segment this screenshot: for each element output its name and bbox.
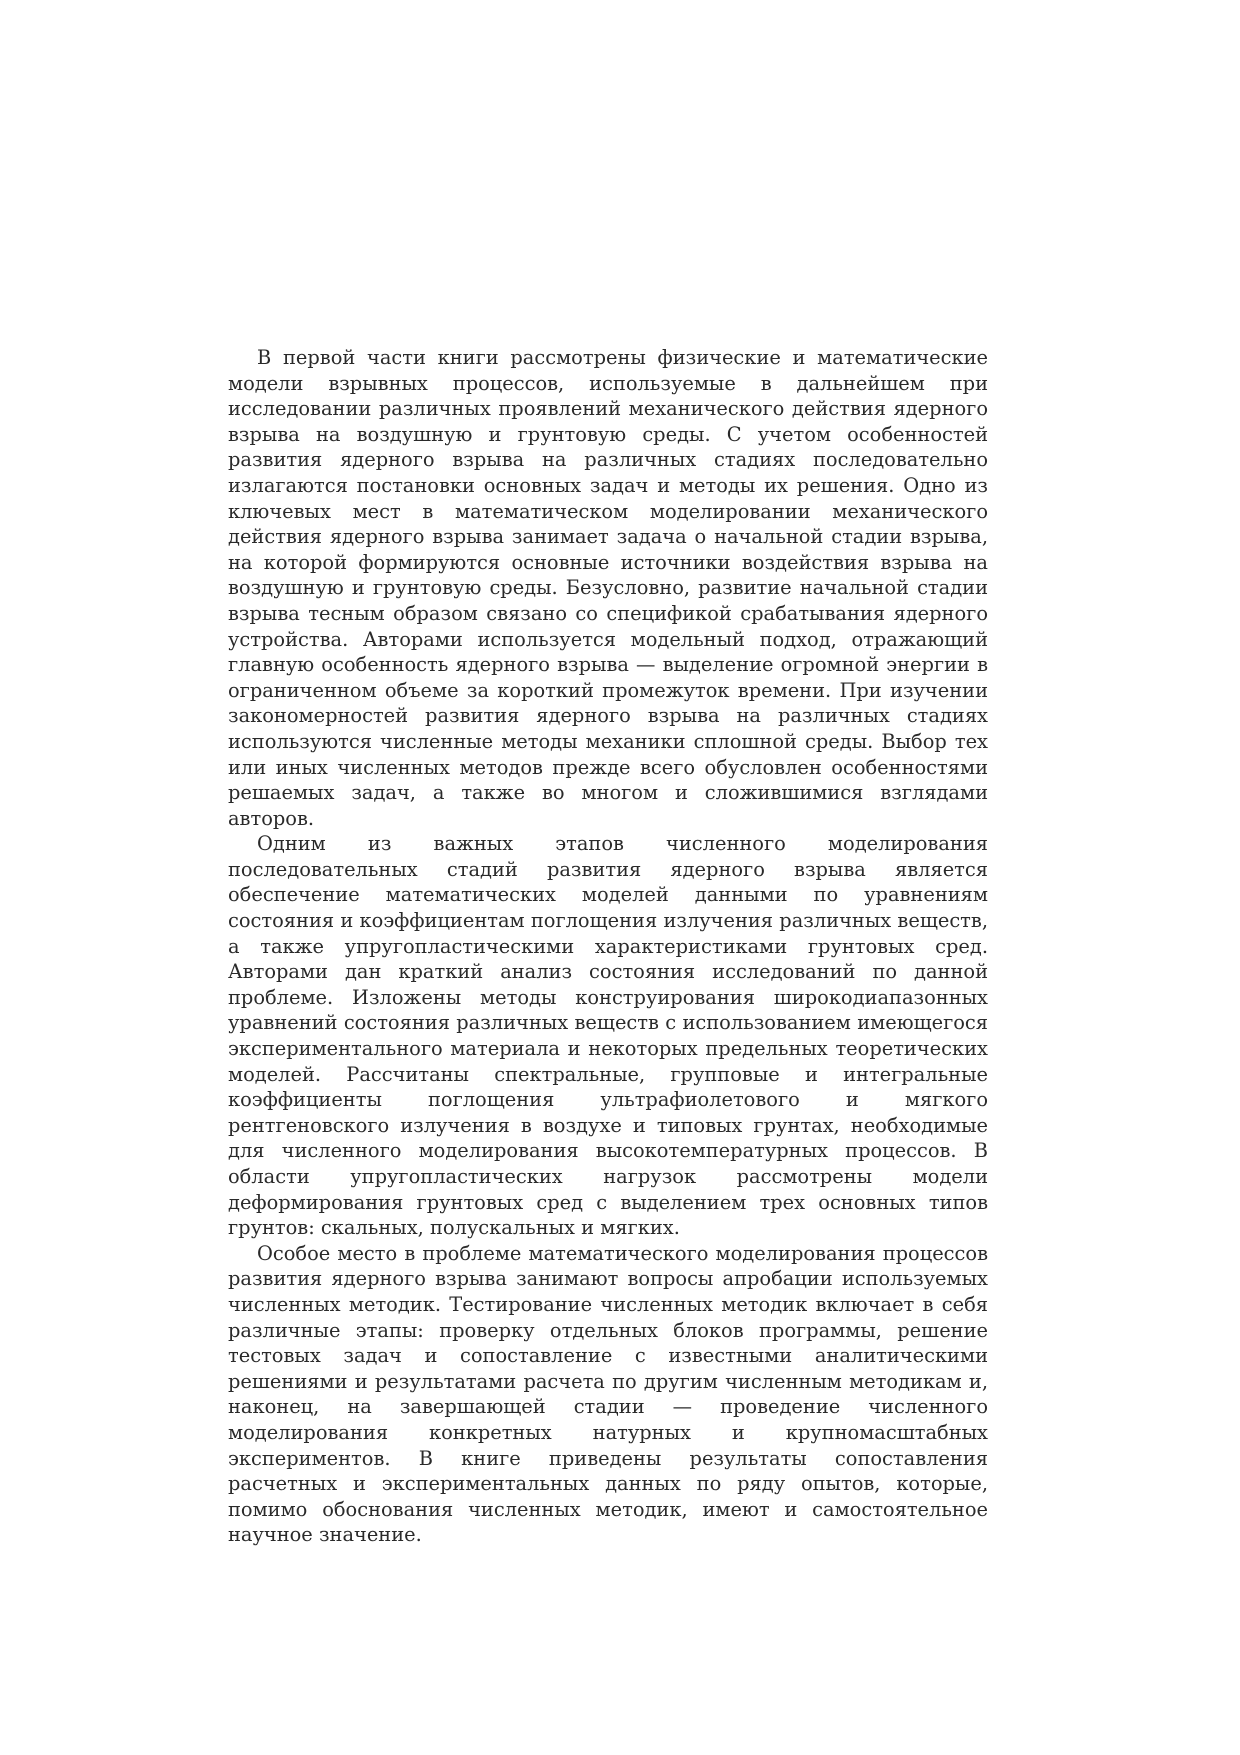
paragraph-3: Особое место в проблеме математического моделирования процессов развития ядерного взрыва занимают вопросы апробации используемых численных методик. Тестирование численных методик включает в себя различные этапы: проверку отдельных блоков программы, решение тестовых задач и сопоставление с известными аналитическими решениями и результатами расчета по другим численным методикам и, наконец, на завершающей стадии — проведение численного моделирования конкретных натурных и крупномасштабных экспериментов. В книге приведены результаты сопоставления расчетных и экспериментальных данных по ряду опытов, которые, помимо обоснования численных методик, имеют и самостоятельное научное значение.	[228, 1241, 988, 1547]
body-text	[228, 345, 988, 1548]
paragraph-1: В первой части книги рассмотрены физические и математические модели взрывных процессов, используемые в дальнейшем при исследовании различных проявлений механического действия ядерного взрыва на воздушную и грунтовую среды. С учетом особенностей развития ядерного взрыва на различных стадиях последовательно излагаются постановки основных задач и методы их решения. Одно из ключевых мест в математическом моделировании механического действия ядерного взрыва занимает задача о начальной стадии взрыва, на которой формируются основные источники воздействия взрыва на воздушную и грунтовую среды. Безусловно, развитие начальной стадии взрыва тесным образом связано со спецификой срабатывания ядерного устройства. Авторами используется модельный подход, отражающий главную особенность ядерного взрыва — выделение огромной энергии в ограниченном объеме за короткий промежуток времени. При изучении закономерностей развития ядерного взрыва на различных стадиях используются численные методы механики сплошной среды. Выбор тех или иных численных методов прежде всего обусловлен особенностями решаемых задач, а также во многом и сложившимися взглядами авторов.	[228, 346, 988, 830]
paragraph-2: Одним из важных этапов численного моделирования последовательных стадий развития ядерного взрыва является обеспечение математических моделей данными по уравнениям состояния и коэффициентам поглощения излучения различных веществ, а также упругопластическими характеристиками грунтовых сред. Авторами дан краткий анализ состояния исследований по данной проблеме. Изложены методы конструирования широкодиапазонных уравнений состояния различных веществ с использованием имеющегося экспериментального материала и некоторых предельных теоретических моделей. Рассчитаны спектральные, групповые и интегральные коэффициенты поглощения ультрафиолетового и мягкого рентгеновского излучения в воздухе и типовых грунтах, необходимые для численного моделирования высокотемпературных процессов. В области упругопластических нагрузок рассмотрены модели деформирования грунтовых сред с выделением трех основных типов грунтов: скальных, полускальных и мягких.	[228, 832, 988, 1240]
